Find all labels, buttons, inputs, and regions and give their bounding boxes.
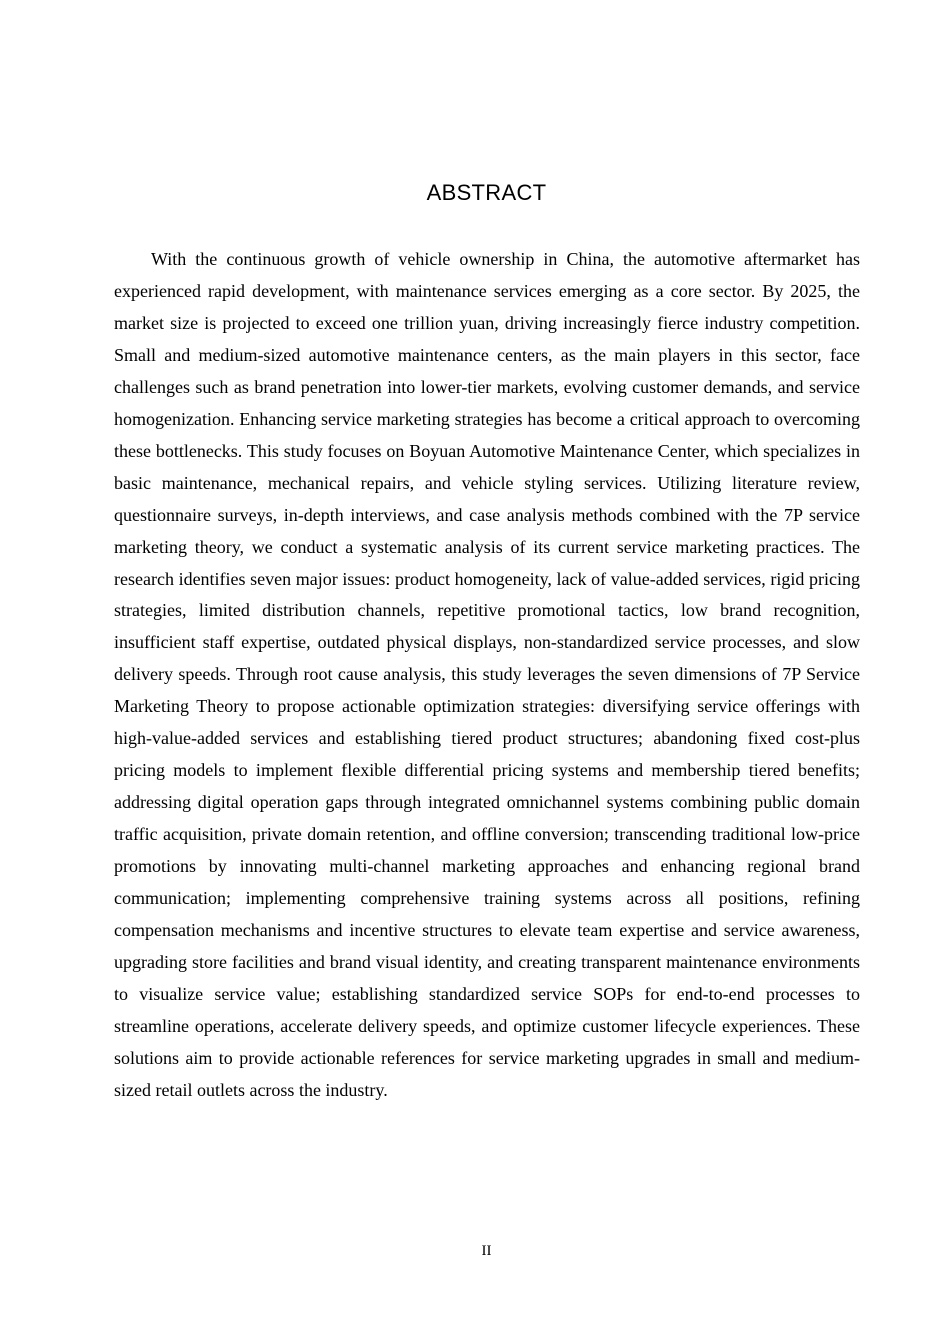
abstract-title: ABSTRACT [426, 180, 547, 205]
abstract-body: With the continuous growth of vehicle ownership in China, the automotive aftermarket has experienced rapid development, with maintenance services emerging as a core sector. By 2025, the market size is projected to exceed one trillion yuan, driving increasingly fierce industry competition. Small and medium-sized automotive maintenance centers, as the main players in this sector, face challenges such as brand penetration into lower-tier markets, evolving customer demands, and service homogenization. Enhancing service marketing strategies has become a critical approach to overcoming these bottlenecks. This study focuses on Boyuan Automotive Maintenance Center, which specializes in basic maintenance, mechanical repairs, and vehicle styling services. Utilizing literature review, questionnaire surveys, in-depth interviews, and case analysis methods combined with the 7P service marketing theory, we conduct a systematic analysis of its current service marketing practices. The research identifies seven major issues: product homogeneity, lack of value-added services, rigid pricing strategies, limited distribution channels, repetitive promotional tactics, low brand recognition, insufficient staff expertise, outdated physical displays, non-standardized service processes, and slow delivery speeds. Through root cause analysis, this study leverages the seven dimensions of 7P Service Marketing Theory to propose actionable optimization strategies: diversifying service offerings with high-value-added services and establishing tiered product structures; abandoning fixed cost-plus pricing models to implement flexible differential pricing systems and membership tiered benefits; addressing digital operation gaps through integrated omnichannel systems combining public domain traffic acquisition, private domain retention, and offline conversion; transcending traditional low-price promotions by innovating multi-channel marketing approaches and enhancing regional brand communication; implementing comprehensive training systems across all positions, refining compensation mechanisms and incentive structures to elevate team expertise and service awareness, upgrading store facilities and brand visual identity, and creating transparent maintenance environments to visualize service value; establishing standardized service SOPs for end-to-end processes to streamline operations, accelerate delivery speeds, and optimize customer lifecycle experiences. These solutions aim to provide actionable references for service marketing upgrades in small and medium-sized retail outlets across the industry. [114, 249, 860, 1100]
page-number: II [481, 1243, 492, 1259]
